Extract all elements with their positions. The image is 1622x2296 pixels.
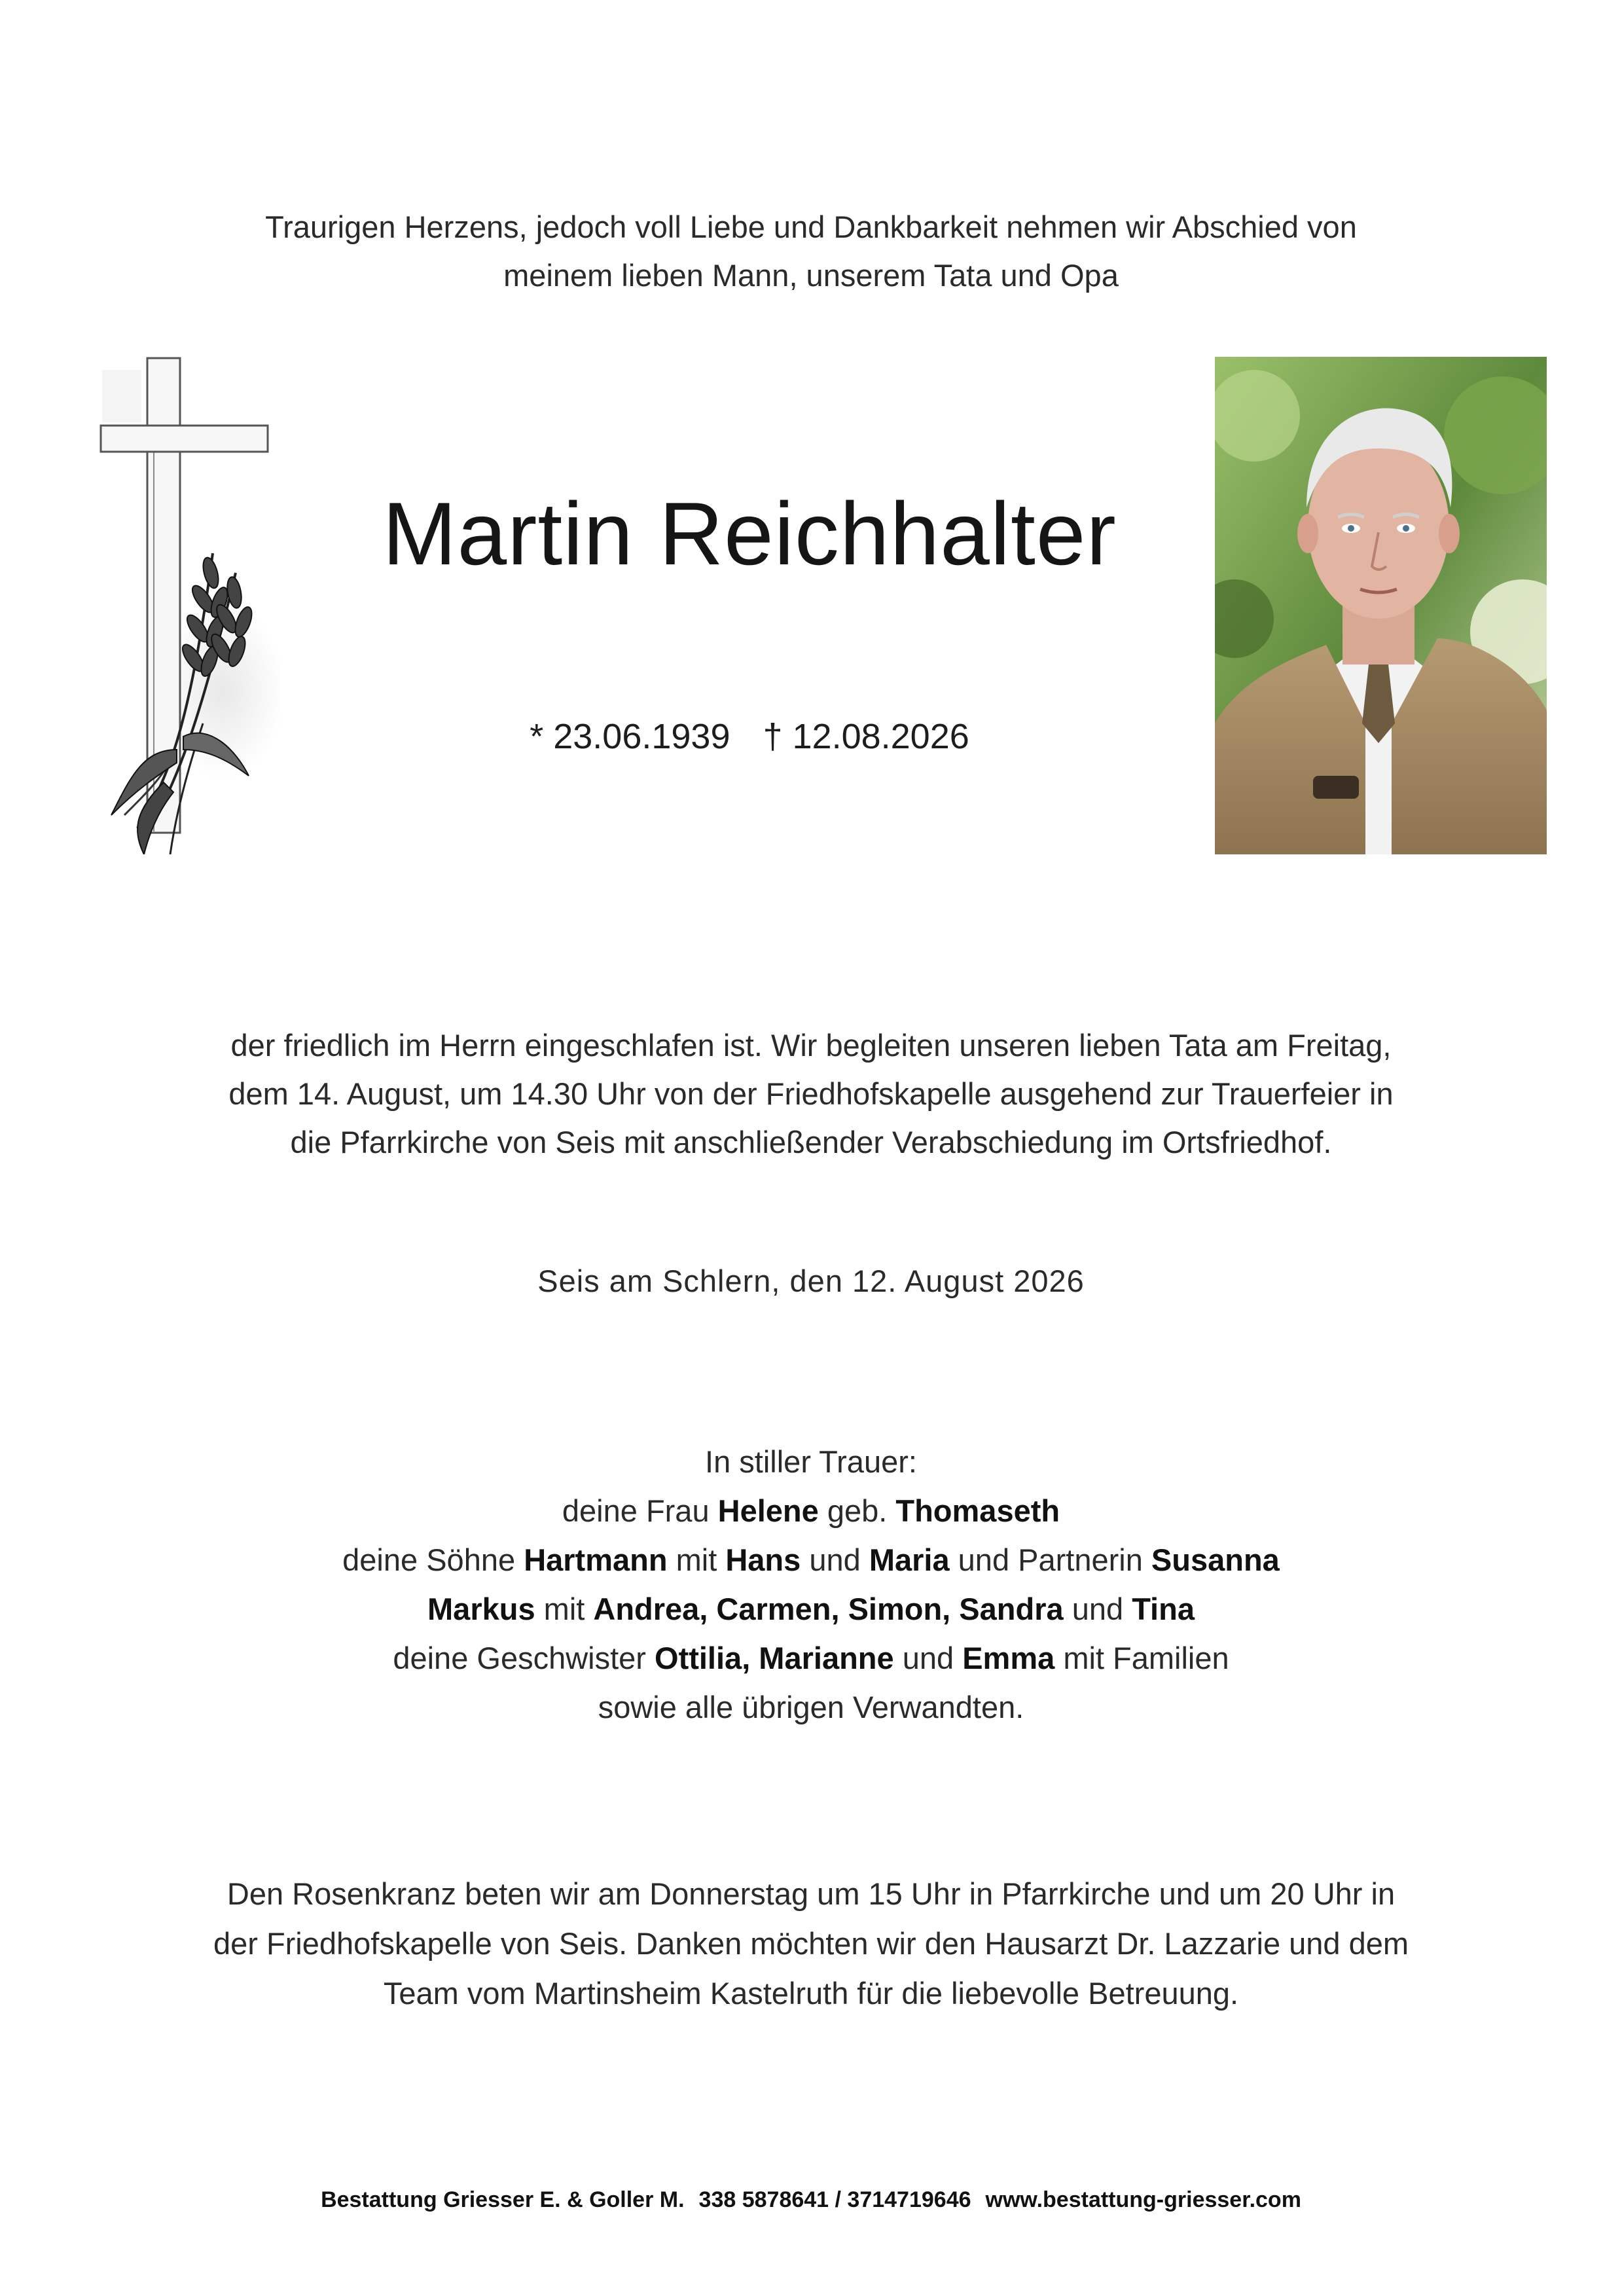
mourners-line-markus: Markus mit Andrea, Carmen, Simon, Sandra und Tina: [427, 1592, 1195, 1626]
death-date: † 12.08.2026: [763, 717, 969, 756]
rosary-line-2: der Friedhofskapelle von Seis. Danken möchten wir den Hausarzt Dr. Lazzarie und dem: [213, 1926, 1409, 1961]
portrait-photo: [1215, 357, 1547, 854]
mourners-line-relatives: sowie alle übrigen Verwandten.: [598, 1690, 1024, 1724]
cross-with-wheat-icon: [98, 357, 281, 854]
rosary-text: [0, 1869, 1622, 2018]
intro-line-2: meinem lieben Mann, unserem Tata und Opa: [503, 258, 1119, 293]
ceremony-line-2: dem 14. August, um 14.30 Uhr von der Friedhofskapelle ausgehend zur Trauerfeier in: [228, 1076, 1394, 1111]
place-date: Seis am Schlern, den 12. August 2026: [537, 1264, 1085, 1298]
deceased-name: Martin Reichhalter: [382, 484, 1117, 583]
mourners-line-siblings: deine Geschwister Ottilia, Marianne und Emma mit Familien: [393, 1641, 1229, 1675]
intro-line-1: Traurigen Herzens, jedoch voll Liebe und Dankbarkeit nehmen wir Abschied von: [265, 210, 1357, 244]
ceremony-line-1: der friedlich im Herrn eingeschlafen ist. Wir begleiten unseren lieben Tata am Freitag,: [230, 1028, 1392, 1063]
footer: [0, 2183, 1622, 2216]
ceremony-text: [0, 1021, 1622, 1167]
life-dates: [229, 710, 1270, 763]
rosary-line-3: Team vom Martinsheim Kastelruth für die liebevolle Betreuung.: [383, 1976, 1239, 2011]
birth-date: * 23.06.1939: [530, 717, 730, 756]
intro-text: [0, 203, 1622, 300]
mourners-line-wife: deine Frau Helene geb. Thomaseth: [562, 1493, 1060, 1528]
footer-website[interactable]: www.bestattung-griesser.com: [985, 2187, 1301, 2212]
footer-company: Bestattung Griesser E. & Goller M.: [321, 2187, 685, 2212]
mourners-line-sons: deine Söhne Hartmann mit Hans und Maria und Partnerin Susanna: [342, 1542, 1280, 1577]
rosary-line-1: Den Rosenkranz beten wir am Donnerstag um 15 Uhr in Pfarrkirche und um 20 Uhr in: [226, 1876, 1396, 1911]
footer-phones: 338 5878641 / 3714719646: [698, 2187, 971, 2212]
ceremony-line-3: die Pfarrkirche von Seis mit anschließender Verabschiedung im Ortsfriedhof.: [290, 1125, 1332, 1159]
mourners-list: [0, 1437, 1622, 1732]
mourners-heading: In stiller Trauer:: [705, 1444, 917, 1479]
